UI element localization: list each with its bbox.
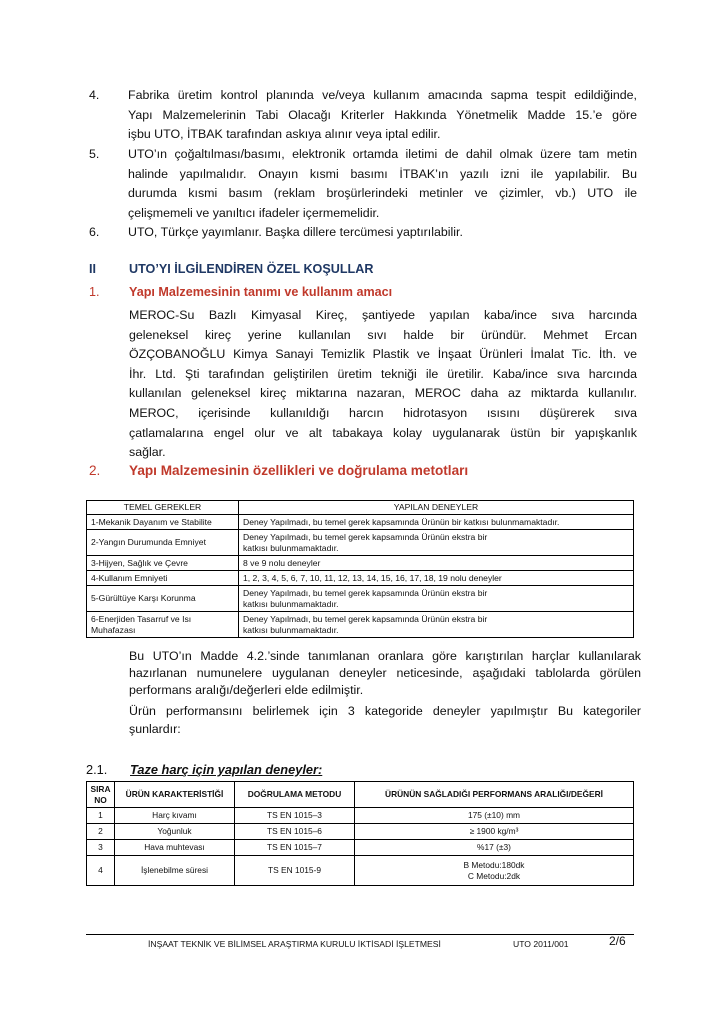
table-cell: 3-Hijyen, Sağlık ve Çevre (87, 556, 239, 571)
table-header-row (87, 501, 634, 515)
list-item-number: 6. (89, 225, 100, 239)
footer-organization: İNŞAAT TEKNİK VE BİLİMSEL ARAŞTIRMA KURULU İKTİSADİ İŞLETMESİ (148, 939, 441, 949)
table-row (87, 515, 634, 530)
subsection-title: Yapı Malzemesinin tanımı ve kullanım amacı (129, 285, 393, 299)
table-cell: %17 (±3) (355, 840, 634, 856)
table-cell: 6-Enerjiden Tasarruf ve Isı Muhafazası (87, 612, 239, 638)
table-cell: TS EN 1015–6 (235, 824, 355, 840)
text-line: Yapı Malzemelerinin Tabi Olacağı Kriterler Hakkında Yönetmelik Madde 15.’e göre (128, 107, 637, 122)
product-description (129, 306, 637, 463)
table-cell: TS EN 1015-9 (235, 856, 355, 886)
page-number: 2/6 (609, 934, 626, 948)
table-cell: 1, 2, 3, 4, 5, 6, 7, 10, 11, 12, 13, 14, 15, 16, 17, 18, 19 nolu deneyler (239, 571, 634, 586)
list-item-number: 5. (89, 147, 100, 161)
text-line: UTO, Türkçe yayımlanır. Başka dillere tercümesi yaptırılabilir. (128, 225, 463, 239)
table-cell: Yoğunluk (115, 824, 235, 840)
text-line: kullanılan geleneksel kireç miktarına nazaran, MEROC daha az miktarda kullanılır. (129, 386, 637, 401)
table-cell (355, 856, 634, 886)
table-cell: Hava muhtevası (115, 840, 235, 856)
table-cell: 3 (87, 840, 115, 856)
table-cell: TS EN 1015–3 (235, 808, 355, 824)
section-title: UTO’YI İLGİLENDİREN ÖZEL KOŞULLAR (129, 262, 374, 276)
table-row (87, 824, 634, 840)
text-line: hazırlanan numunelere uygulanan deneyler neticesinde, aşağıdaki tablolarda görülen (129, 666, 641, 681)
text-line: MEROC-Su Bazlı Kimyasal Kireç, şantiyede yapılan kaba/ince sıva harcında (129, 308, 637, 322)
categories-paragraph (129, 703, 641, 738)
text-line: İhr. Ltd. Şti tarafından geliştirilen üretim tekniği ile üretilir. Kaba/ince sıva harcında (129, 366, 637, 381)
subsection-number: 1. (89, 285, 100, 299)
list-item-6 (89, 223, 637, 243)
performance-value: B Metodu:180dk (463, 860, 525, 870)
table-cell: 1 (87, 808, 115, 824)
table-cell: TS EN 1015–7 (235, 840, 355, 856)
table-row (87, 556, 634, 571)
subsection-number: 2. (89, 463, 101, 478)
list-item-5 (89, 145, 637, 223)
text-line: ÖZÇOBANOĞLU Kimya Sanayi Temizlik Plastik ve İnşaat Ürünleri İmalat Tic. İth. ve (129, 347, 637, 362)
text-line: UTO’ın çoğaltılması/basımı, elektronik ortamda iletimi de dahil olmak üzere tam metin (128, 147, 637, 161)
text-line: durumda kısmi basım (reklam broşürlerindeki metinler ve çizimler, vb.) UTO ile (128, 186, 637, 201)
table-cell: ≥ 1900 kg/m³ (355, 824, 634, 840)
text-line: çatlamalarına engel olur ve alt tabakaya kolay uygulanarak üstün bir yapışkanlık (129, 425, 637, 440)
column-header: ÜRÜNÜN SAĞLADIĞI PERFORMANS ARALIĞI/DEĞERİ (355, 782, 634, 808)
subsection-number: 2.1. (86, 762, 108, 777)
list-item-number: 4. (89, 88, 100, 102)
text-line: MEROC, içerisinde kullanıldığı harcın hidrotasyon ısısını düşürerek sıva (129, 405, 637, 420)
table-cell: 2 (87, 824, 115, 840)
subsection-title: Yapı Malzemesinin özellikleri ve doğrulama metotları (129, 463, 469, 478)
text-line: şunlardır: (129, 721, 181, 736)
column-header: DOĞRULAMA METODU (235, 782, 355, 808)
table-cell: Harç kıvamı (115, 808, 235, 824)
performance-value: C Metodu:2dk (467, 870, 521, 881)
text-line: işbu UTO, İTBAK tarafından askıya alınır veya iptal edilir. (128, 127, 441, 142)
table-cell: 8 ve 9 nolu deneyler (239, 556, 634, 571)
text-line: halinde yapılmalıdır. Onayın kısmi basımı İTBAK’ın yazılı izni ile yapılabilir. Bu (128, 166, 637, 181)
text-line: Fabrika üretim kontrol planında ve/veya kullanım amacında sapma tespit edildiğinde, (128, 88, 637, 102)
table-row (87, 571, 634, 586)
table-row (87, 840, 634, 856)
table-row (87, 808, 634, 824)
fresh-mortar-tests-table (86, 781, 634, 886)
table-cell: 1-Mekanik Dayanım ve Stabilite (87, 515, 239, 530)
text-line: geleneksel kireç yerine kullanılan sıvı halde bir üründür. Mehmet Ercan (129, 327, 637, 342)
table-row (87, 586, 634, 612)
subsection-title: Taze harç için yapılan deneyler: (130, 762, 323, 777)
test-info-paragraph (129, 648, 641, 700)
text-line: sağlar. (129, 445, 166, 460)
table-cell: Deney Yapılmadı, bu temel gerek kapsamında Ürünün ekstra bir katkısı bulunmamaktadır. (239, 586, 634, 612)
column-header: TEMEL GEREKLER (87, 501, 239, 515)
column-header: SIRA NO (87, 782, 115, 808)
text-line: performans aralığı/değerleri elde edilmiştir. (129, 683, 364, 698)
footer-divider (86, 934, 634, 935)
requirements-table (86, 500, 634, 638)
list-item-4 (89, 86, 637, 145)
table-row (87, 856, 634, 886)
table-row (87, 530, 634, 556)
table-cell: 175 (±10) mm (355, 808, 634, 824)
table-cell: 4-Kullanım Emniyeti (87, 571, 239, 586)
column-header: YAPILAN DENEYLER (239, 501, 634, 515)
table-cell: 2-Yangın Durumunda Emniyet (87, 530, 239, 556)
table-cell: Deney Yapılmadı, bu temel gerek kapsamında Ürünün ekstra bir katkısı bulunmamaktadır. (239, 612, 634, 638)
table-row (87, 612, 634, 638)
table-cell: İşlenebilme süresi (115, 856, 235, 886)
footer-document-code: UTO 2011/001 (513, 939, 569, 949)
text-line: Ürün performansını belirlemek için 3 kategoride deneyler yapılmıştır Bu kategoriler (129, 704, 641, 718)
table-cell: 5-Gürültüye Karşı Korunma (87, 586, 239, 612)
table-cell: Deney Yapılmadı, bu temel gerek kapsamında Ürünün bir katkısı bulunmamaktadır. (239, 515, 634, 530)
section-number: II (89, 262, 96, 276)
table-cell: 4 (87, 856, 115, 886)
table-cell: Deney Yapılmadı, bu temel gerek kapsamında Ürünün ekstra bir katkısı bulunmamaktadır. (239, 530, 634, 556)
column-header: ÜRÜN KARAKTERİSTİĞİ (115, 782, 235, 808)
text-line: çelişmemeli ve yanıltıcı ifadeler içermemelidir. (128, 205, 380, 220)
text-line: Bu UTO’ın Madde 4.2.’sinde tanımlanan oranlara göre karıştırılan harçlar kullanılarak (129, 649, 641, 663)
table-header-row (87, 782, 634, 808)
